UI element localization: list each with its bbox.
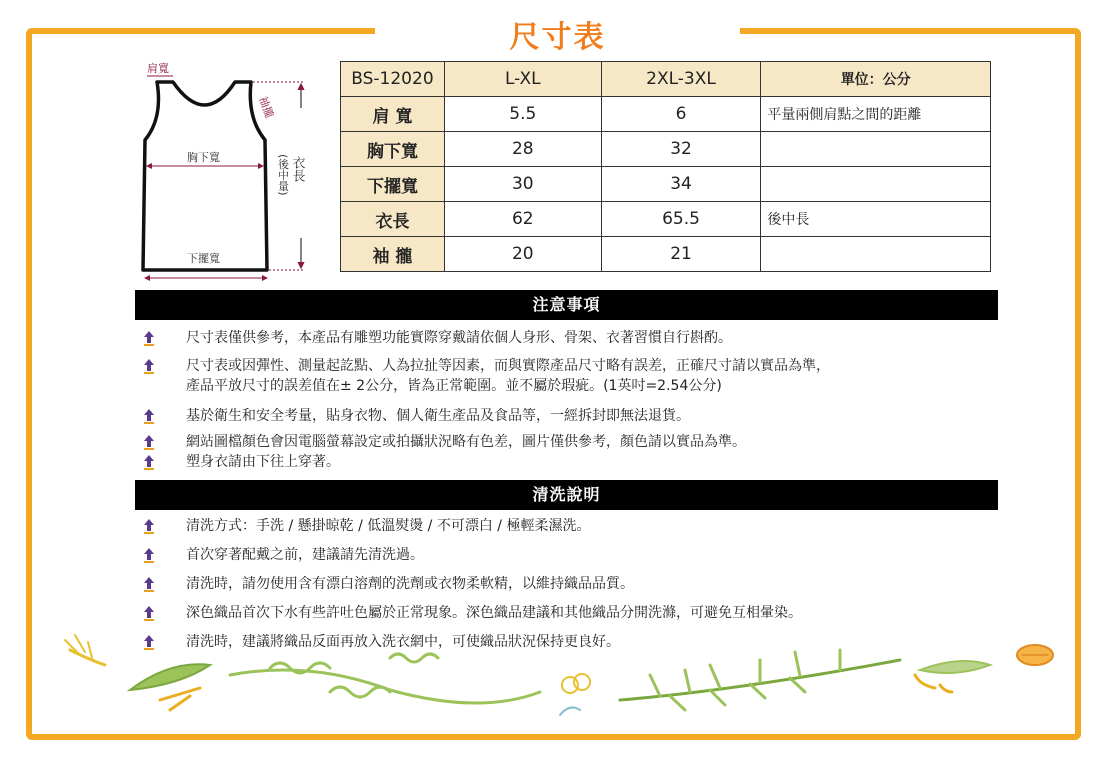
- model-code: BS-12020: [341, 62, 445, 97]
- table-row: [341, 167, 991, 202]
- arrow-bullet-icon: [142, 603, 156, 623]
- row-label: 肩 寬: [341, 97, 445, 132]
- row-label: 袖 攏: [341, 237, 445, 272]
- table-row: [341, 237, 991, 272]
- row-value-1: 30: [444, 167, 601, 202]
- list-item: 首次穿著配戴之前，建議請先清洗過。: [140, 545, 802, 565]
- list-item: 網站圖檔顏色會因電腦螢幕設定或拍攝狀況略有色差，圖片僅供參考，顏色請以實品為準。: [140, 432, 830, 452]
- diagram-chest-label: 胸下寬: [187, 151, 220, 164]
- list-item: 清洗時，建議將織品反面再放入洗衣網中，可使織品狀況保持更良好。: [140, 632, 802, 652]
- size-col-1: L-XL: [444, 62, 601, 97]
- row-value-2: 34: [601, 167, 761, 202]
- arrow-bullet-icon: [142, 545, 156, 565]
- diagram-hem-label: 下擺寬: [187, 252, 220, 265]
- diagram-armhole-label: 袖攏: [256, 94, 276, 120]
- list-item: 尺寸表僅供參考，本產品有雕塑功能實際穿戴請依個人身形、骨架、衣著習慣自行斟酌。: [140, 328, 830, 348]
- list-item: 清洗時，請勿使用含有漂白溶劑的洗劑或衣物柔軟精，以維持織品品質。: [140, 574, 802, 594]
- list-item: 清洗方式：手洗 / 懸掛晾乾 / 低溫熨燙 / 不可漂白 / 極輕柔濕洗。: [140, 516, 802, 536]
- row-note: 平量兩側肩點之間的距離: [761, 97, 991, 132]
- row-value-1: 20: [444, 237, 601, 272]
- list-item: 深色織品首次下水有些許吐色屬於正常現象。深色織品建議和其他織品分開洗滌，可避免互相暈染。: [140, 603, 802, 623]
- row-value-1: 28: [444, 132, 601, 167]
- garment-outline: [143, 82, 267, 270]
- leaf-decoration: [65, 635, 1053, 715]
- notice-list: [140, 328, 830, 472]
- size-table: [340, 61, 991, 272]
- row-value-2: 21: [601, 237, 761, 272]
- arrow-bullet-icon: [142, 452, 156, 472]
- row-label: 衣長: [341, 202, 445, 237]
- arrow-bullet-icon: [142, 516, 156, 536]
- arrow-bullet-icon: [142, 432, 156, 452]
- row-value-2: 32: [601, 132, 761, 167]
- row-note: [761, 167, 991, 202]
- list-item: 基於衛生和安全考量，貼身衣物、個人衛生產品及食品等，一經拆封即無法退貨。: [140, 406, 830, 426]
- list-item-continuation: 產品平放尺寸的誤差值在± 2公分，皆為正常範圍。並不屬於瑕疵。(1英吋=2.54公分): [186, 378, 722, 394]
- arrow-bullet-icon: [142, 574, 156, 594]
- arrow-bullet-icon: [142, 356, 156, 376]
- notice-header: 注意事項: [135, 290, 998, 320]
- arrow-bullet-icon: [142, 406, 156, 426]
- diagram-shoulder-label: 肩寬: [147, 62, 169, 75]
- size-col-2: 2XL-3XL: [601, 62, 761, 97]
- row-value-2: 65.5: [601, 202, 761, 237]
- row-value-1: 5.5: [444, 97, 601, 132]
- row-label: 下擺寬: [341, 167, 445, 202]
- diagram-length-note: (後中量): [276, 154, 290, 196]
- row-note: [761, 132, 991, 167]
- unit-label: 單位：公分: [761, 62, 991, 97]
- diagram-length-label: 衣長: [289, 156, 305, 182]
- row-note: [761, 237, 991, 272]
- decorative-vines: [60, 630, 1070, 725]
- size-table-header: [341, 62, 991, 97]
- list-item: 尺寸表或因彈性、測量起訖點、人為拉扯等因素，而與實際產品尺寸略有誤差，正確尺寸請以實品為準，: [140, 356, 830, 376]
- arrow-bullet-icon: [142, 328, 156, 348]
- wash-header: 清洗說明: [135, 480, 998, 510]
- table-row: [341, 132, 991, 167]
- page-title: 尺寸表: [509, 20, 606, 55]
- row-label: 胸下寬: [341, 132, 445, 167]
- row-value-2: 6: [601, 97, 761, 132]
- row-value-1: 62: [444, 202, 601, 237]
- row-note: 後中長: [761, 202, 991, 237]
- table-row: [341, 97, 991, 132]
- garment-diagram: [135, 58, 335, 288]
- list-item: 塑身衣請由下往上穿著。: [140, 452, 830, 472]
- table-row: [341, 202, 991, 237]
